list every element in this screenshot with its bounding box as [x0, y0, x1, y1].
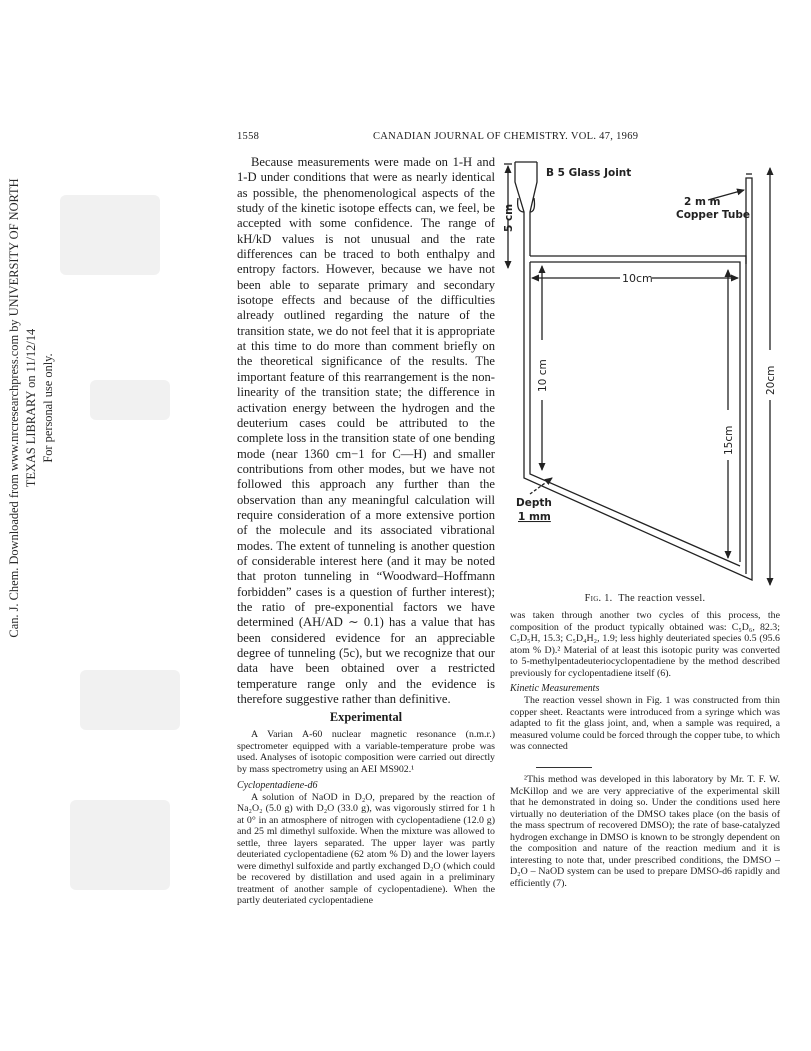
experimental-paragraph: A Varian A-60 nuclear magnetic resonance (n.m.r.) spectrometer equipped with a variable-temperature probe was used. Analyses of isotopic composition were carried out directly by mass spectrometry using an AEI MS902.¹ [237, 729, 495, 776]
label-height-15cm: 15cm [723, 425, 735, 455]
label-width-10cm: 10cm [622, 272, 653, 285]
label-tube-diameter: 2 m m [684, 196, 721, 208]
label-depth-value: 1 mm [518, 511, 551, 523]
label-glass-joint: B 5 Glass Joint [546, 167, 632, 179]
scan-smudge [80, 670, 180, 730]
continuation-paragraph: was taken through another two cycles of this process, the composition of the product typically obtained was: C₅D₆, 82.3; C₅D₅H, 15.3; C₅D₄H₂, 1.9; less highly deuteriated species 0.5 (95.6 atom % D).² Material of at least this isotopic purity was converted to 5-methylpentadeuteriocyclopentadiene by the method described previously for cyclopentadiene itself (6). [510, 610, 780, 679]
vessel-outer-wall [524, 178, 752, 580]
label-height-20cm: 20cm [765, 365, 777, 395]
download-notice-line-2: For personal use only. [41, 353, 55, 463]
scan-smudge [70, 800, 170, 890]
reaction-vessel-figure [500, 160, 790, 605]
footnote-rule [536, 767, 592, 768]
cyclopentadiene-paragraph: A solution of NaOD in D₂O, prepared by the reaction of Na₂O₂ (5.0 g) with D₂O (33.0 g), was vigorously stirred for 1 h at 0° in an atmosphere of nitrogen with cyclopentadiene (12.0 g) and 25 ml dimethyl sulfoxide. When the mixture was allowed to settle, three layers separated. The upper layer was partly deuteriated cyclopentadiene (62 atom % D) and the lower layers were dimethyl sulfoxide and partly exchanged D₂O (which could be recovered by distillation and used again in a preliminary treatment of another sample of cyclopentadiene). When the partly deuteriated cyclopentadiene [237, 791, 495, 907]
footnote-2: ²This method was developed in this laboratory by Mr. T. F. W. McKillop and we are very appreciative of the experimental skill that he demonstrated in doing so. Under the conditions used here virtually no deuteriation of the DMSO takes place (on the basis of the mass spectrum of recovered DMSO); the rate of base-catalyzed hydrogen exchange in DMSO is known to be strongly dependent on the composition and nature of the reaction medium and it is interesting to note that, under prescribed conditions, the DMSO – D₂O – NaOD system can be used to prepare DMSO-d6 rapidly and efficiently (7). [510, 774, 780, 889]
page-number: 1558 [237, 131, 260, 142]
right-column [510, 610, 780, 889]
vessel-inner-wall [530, 262, 740, 566]
vessel-top-wall [530, 256, 746, 264]
label-copper-tube: Copper Tube [676, 209, 751, 221]
subheading-kinetic-measurements: Kinetic Measurements [510, 683, 600, 695]
label-height-10cm: 10 cm [537, 359, 549, 392]
journal-title: CANADIAN JOURNAL OF CHEMISTRY. VOL. 47, 1969 [373, 131, 639, 142]
figure-caption-label: Fig. 1. [584, 593, 613, 604]
scan-smudge [90, 380, 170, 420]
left-column [237, 155, 495, 907]
label-height-5cm: 5 cm [503, 203, 515, 232]
subheading-cyclopentadiene: Cyclopentadiene-d6 [237, 779, 318, 791]
figure-caption [525, 593, 765, 604]
scan-smudge [60, 195, 160, 275]
figure-caption-text: The reaction vessel. [618, 593, 706, 604]
reaction-vessel-diagram [500, 160, 790, 605]
download-notice-line-1: Can. J. Chem. Downloaded from www.nrcresearchpress.com by UNIVERSITY OF NORTH TEXAS LIBRARY on 11/12/14 [7, 178, 38, 638]
running-head [237, 131, 782, 147]
download-notice [4, 178, 55, 640]
kinetic-paragraph: The reaction vessel shown in Fig. 1 was constructed from thin copper sheet. Reactants were introduced from a syringe which was adapted to fit the glass joint, and, when a sample was required, a measured volume could be forced through the copper tube, to which was connected [510, 695, 780, 753]
label-depth: Depth [516, 497, 552, 509]
discussion-paragraph: Because measurements were made on 1-H and 1-D under conditions that were as nearly identical as possible, the phenomenological aspects of the study of the kinetic isotope effects can, we feel, be accepted with some confidence. The range of kH/kD values is not unusual and the rate differences can be traced to both enthalpy and entropy factors. However, because we have not been able to separate primary and secondary isotope effects and because of the difficulties already outlined regarding the nature of the transition state, we do not feel that it is appropriate at this time to do more than comment briefly on the theoretical significance of the results. The important feature of this rearrangement is the non-linearity of the transition state; the difference in activation energy between the hydrogen and the deuterium cases could be attributed to the complete loss in the transition state of one bending mode (near 1360 cm−1 for C—H) and smaller contributions from other modes, but we have not followed this approach any further than the observation than any meaningful calculation will require consideration of a more extensive portion of the molecule and its associated vibrational modes. The extent of tunneling is another question of considerable interest here (and it may be noted that proton tunneling in “Woodward–Hoffmann forbidden” cases is a question of further interest); the ratio of pre-exponential factors we have determined (AH/AD ∼ 0.1) has a value that has been considered evidence for an appreciable degree of tunneling (5c), but we recognize that our data have been obtained over a restricted temperature range only and the evidence is therefore suggestive rather than definitive. [237, 155, 495, 707]
section-heading-experimental: Experimental [329, 710, 403, 725]
download-notice-text [6, 178, 55, 638]
